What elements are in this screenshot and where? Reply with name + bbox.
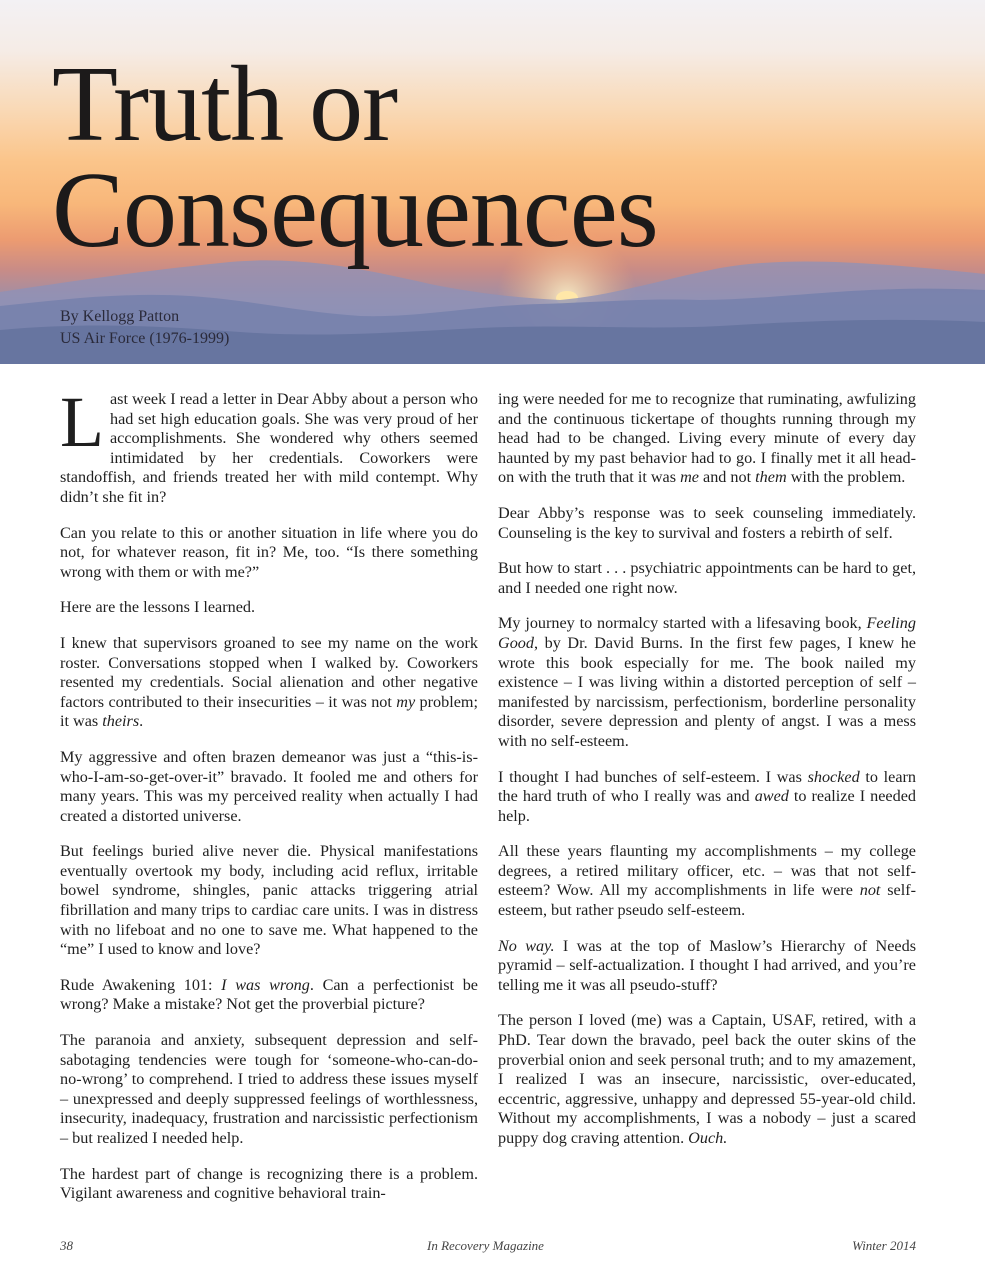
paragraph: Dear Abby’s response was to seek counseling immediately. Counseling is the key to survival and fosters a rebirth of self. — [498, 503, 916, 542]
article-title — [52, 45, 658, 270]
title-line-1: Truth or — [52, 45, 398, 164]
paragraph: I knew that supervisors groaned to see my name on the work roster. Conversations stopped when I walked by. Coworkers resented my credentials. Social alienation and other negative factors contributed to their insecurities – it was not my problem; it was theirs. — [60, 633, 478, 731]
header-sunset-image — [0, 0, 985, 364]
paragraph: Can you relate to this or another situation in life where you do not, for whatever reason, fit in? Me, too. “Is there something wrong with them or with me?” — [60, 523, 478, 581]
author-name: By Kellogg Patton — [60, 308, 180, 325]
left-column — [60, 382, 478, 1220]
drop-cap: L — [60, 382, 104, 462]
paragraph: But how to start . . . psychiatric appointments can be hard to get, and I needed one right now. — [498, 559, 916, 597]
paragraph: Last week I read a letter in Dear Abby about a person who had set high education goals. She was very proud of her accomplishments. She wondered why others seemed intimidated by her credentials. Coworkers were standoffish, and friends treated her with mild contempt. Why didn’t she fit in? — [60, 382, 478, 506]
author-service: US Air Force (1976-1999) — [60, 330, 230, 347]
paragraph: Rude Awakening 101: I was wrong. Can a perfectionist be wrong? Make a mistake? Not get the proverbial picture? — [60, 975, 478, 1014]
right-column — [498, 390, 916, 1165]
title-line-2: Consequences — [52, 151, 658, 270]
paragraph: All these years flaunting my accomplishments – my college degrees, a retired military officer, etc. – was that not self-esteem? Wow. All my accomplishments in life were not self-esteem, but rather pseudo self-esteem. — [498, 842, 916, 920]
magazine-name: In Recovery Magazine — [427, 1238, 544, 1253]
paragraph: My journey to normalcy started with a lifesaving book, Feeling Good, by Dr. David Burns. In the first few pages, I knew he wrote this book especially for me. The book nailed my existence – I was living within a distorted perception of self – manifested by narcissism, perfectionism, borderline personality disorder, severe depression and plenty of angst. I was a mess with no self-esteem. — [498, 614, 916, 750]
paragraph: No way. I was at the top of Maslow’s Hierarchy of Needs pyramid – self-actualization. I thought I had arrived, and you’re telling me it was all pseudo-stuff? — [498, 936, 917, 994]
paragraph: ing were needed for me to recognize that ruminating, awfulizing and the continuous tickertape of thoughts running through my head had to be changed. Living every minute of every day haunted by my past behavior had to go. I finally met it all head-on with the truth that it was me and not them with the problem. — [498, 390, 916, 487]
paragraph: The person I loved (me) was a Captain, USAF, retired, with a PhD. Tear down the bravado, peel back the outer skins of the proverbial onion and seek personal truth; and to my amazement, I realized I was an insecure, narcissistic, over-educated, eccentric, aggressive, unhappy and depressed 55-year-old child. Without my accomplishments, I was a nobody – just a scared puppy dog craving attention. Ouch. — [498, 1011, 916, 1147]
paragraph: The hardest part of change is recognizing there is a problem. Vigilant awareness and cognitive behavioral train- — [60, 1164, 478, 1203]
issue-date: Winter 2014 — [852, 1238, 916, 1253]
paragraph: The paranoia and anxiety, subsequent depression and self-sabotaging tendencies were tough for ‘someone-who-can-do-no-wrong’ to comprehend. I tried to address these issues myself – unexpressed and deeply suppressed feelings of worthlessness, insecurity, inadequacy, frustration and narcissistic perfectionism – but realized I needed help. — [60, 1031, 478, 1147]
paragraph: But feelings buried alive never die. Physical manifestations eventually overtook my body, including acid reflux, irritable bowel syndrome, shingles, panic attacks triggering atrial fibrillation and many trips to cardiac care units. I was in distress with no lifeboat and no one to save me. What happened to the “me” I used to know and love? — [60, 842, 478, 959]
byline — [60, 306, 229, 350]
paragraph: Here are the lessons I learned. — [60, 598, 256, 617]
page-number: 38 — [60, 1238, 73, 1253]
paragraph: I thought I had bunches of self-esteem. I was shocked to learn the hard truth of who I really was and awed to realize I needed help. — [498, 767, 916, 825]
paragraph: My aggressive and often brazen demeanor was just a “this-is-who-I-am-so-get-over-it” bravado. It fooled me and others for many years. This was my perceived reality when actually I had created a distorted universe. — [60, 747, 478, 825]
